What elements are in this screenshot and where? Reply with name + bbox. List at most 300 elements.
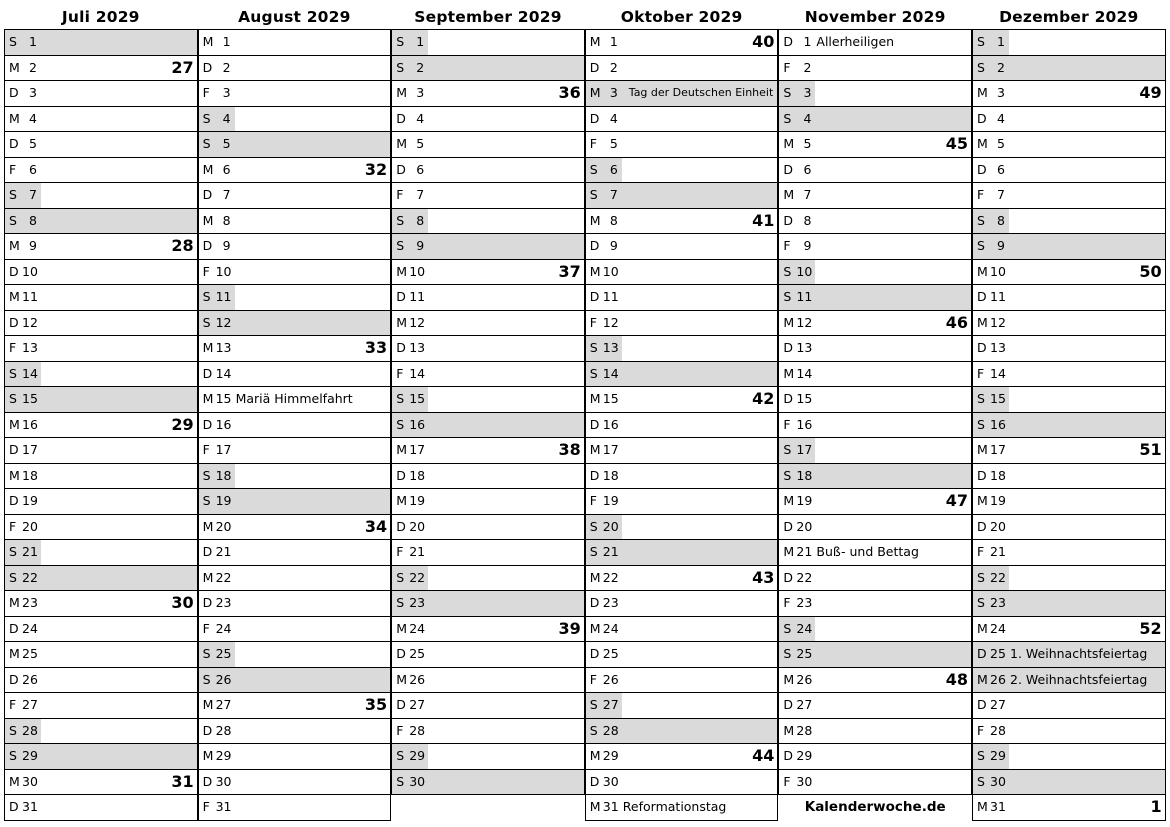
weekday-letter: D <box>396 646 406 661</box>
weekday-letter: D <box>589 773 600 789</box>
weekday-letter: S <box>396 595 405 610</box>
weekday-letter: F <box>9 518 17 534</box>
weekday-letter: M <box>9 773 20 789</box>
day-row <box>392 566 584 592</box>
day-number: 16 <box>409 416 426 432</box>
weekday-letter: S <box>202 289 211 304</box>
weekday-letter: M <box>396 442 407 457</box>
weekday-letter: M <box>396 620 407 636</box>
weekday-letter: D <box>589 467 600 483</box>
weekday-letter: D <box>396 340 406 355</box>
weekday-letter: S <box>9 722 17 738</box>
day-row <box>199 515 391 541</box>
weekday-letter: D <box>202 595 213 610</box>
day-row <box>5 693 197 719</box>
weekday-letter: M <box>396 493 407 508</box>
day-number: 10 <box>796 263 813 279</box>
day-row <box>392 489 584 515</box>
weekday-letter: M <box>589 263 601 279</box>
day-number: 26 <box>409 671 426 687</box>
day-row <box>973 107 1165 133</box>
day-number: 7 <box>29 187 37 202</box>
weekday-letter: M <box>977 799 988 814</box>
day-number: 21 <box>796 544 813 559</box>
day-number: 30 <box>22 773 38 789</box>
week-number: 29 <box>171 414 194 434</box>
day-row <box>5 489 197 515</box>
day-row <box>973 285 1165 311</box>
weekday-letter: F <box>783 595 791 610</box>
week-number: 35 <box>364 695 388 714</box>
day-row <box>779 642 971 668</box>
weekday-letter: M <box>9 238 20 253</box>
weekday-letter: D <box>783 697 794 712</box>
day-row <box>392 617 584 643</box>
weekday-letter: M <box>589 212 601 228</box>
week-number: 27 <box>171 57 194 77</box>
weekday-letter: D <box>783 748 794 763</box>
day-row <box>199 311 391 337</box>
day-number: 22 <box>990 569 1006 585</box>
weekday-letter: S <box>977 391 985 406</box>
day-list <box>778 29 972 795</box>
day-number: 5 <box>609 136 618 151</box>
weekday-letter: D <box>9 671 19 687</box>
weekday-letter: F <box>977 187 985 202</box>
day-number: 14 <box>22 365 38 381</box>
day-row <box>392 413 584 439</box>
week-number: 51 <box>1139 440 1162 459</box>
week-number: 41 <box>752 210 775 230</box>
day-row <box>586 515 778 541</box>
weekday-letter: S <box>202 110 211 126</box>
day-row <box>5 285 197 311</box>
day-row <box>392 336 584 362</box>
day-row <box>779 209 971 235</box>
day-number: 29 <box>409 748 426 763</box>
day-number: 7 <box>222 187 231 202</box>
day-number: 2 <box>416 59 425 75</box>
day-row <box>586 30 778 56</box>
month-title: November 2029 <box>804 8 946 26</box>
weekday-letter: M <box>202 569 214 585</box>
day-number: 19 <box>215 493 232 508</box>
weekday-letter: M <box>589 620 601 636</box>
day-number: 1 <box>609 34 618 49</box>
weekday-letter: S <box>396 212 405 228</box>
weekday-letter: F <box>9 161 17 177</box>
day-row <box>586 285 778 311</box>
day-row <box>779 566 971 592</box>
day-number: 13 <box>409 340 426 355</box>
week-number: 49 <box>1139 83 1162 102</box>
weekday-letter: F <box>589 314 597 330</box>
day-row <box>5 209 197 235</box>
day-row <box>5 617 197 643</box>
holiday-label: 2. Weihnachtsfeiertag <box>1010 671 1148 687</box>
day-number: 9 <box>609 238 618 253</box>
weekday-letter: D <box>202 416 213 432</box>
weekday-letter: S <box>977 212 985 228</box>
day-number: 4 <box>222 110 231 126</box>
day-row <box>973 234 1165 260</box>
holiday-label: Buß- und Bettag <box>816 544 919 559</box>
day-number: 2 <box>609 59 618 75</box>
day-number: 26 <box>215 671 232 687</box>
day-row <box>199 81 391 107</box>
day-row <box>5 387 197 413</box>
day-row <box>973 56 1165 82</box>
day-number: 27 <box>215 697 232 712</box>
day-number: 15 <box>409 391 426 406</box>
weekday-letter: M <box>589 391 601 406</box>
day-row <box>392 387 584 413</box>
day-row <box>5 362 197 388</box>
day-number: 7 <box>609 187 618 202</box>
day-row <box>392 158 584 184</box>
day-number: 6 <box>222 161 231 177</box>
day-number: 28 <box>990 722 1006 738</box>
day-number: 5 <box>222 136 231 151</box>
day-row <box>973 132 1165 158</box>
day-number: 25 <box>602 646 619 661</box>
month-title: Oktober 2029 <box>620 8 743 26</box>
day-row <box>5 260 197 286</box>
day-list <box>391 29 585 795</box>
week-number: 46 <box>945 312 968 332</box>
weekday-letter: M <box>202 340 214 355</box>
day-number: 1 <box>29 34 37 49</box>
month-title: August 2029 <box>238 8 351 26</box>
weekday-letter: D <box>589 110 600 126</box>
day-number: 31 <box>990 799 1006 814</box>
day-number: 15 <box>990 391 1006 406</box>
day-number: 13 <box>215 340 232 355</box>
day-number: 19 <box>602 493 619 508</box>
day-list <box>198 29 392 821</box>
day-row <box>5 719 197 745</box>
weekday-letter: S <box>977 238 985 253</box>
day-number: 3 <box>803 85 812 100</box>
day-number: 12 <box>409 314 426 330</box>
day-number: 19 <box>409 493 426 508</box>
weekday-letter: F <box>977 722 985 738</box>
weekday-letter: D <box>396 697 406 712</box>
day-row <box>392 183 584 209</box>
weekday-letter: D <box>9 620 19 636</box>
day-number: 17 <box>22 442 38 457</box>
weekday-letter: D <box>202 773 213 789</box>
day-row <box>199 770 391 796</box>
day-number: 8 <box>29 212 37 228</box>
day-row <box>199 693 391 719</box>
week-number: 36 <box>558 83 581 102</box>
day-row <box>973 438 1165 464</box>
day-number: 27 <box>990 697 1006 712</box>
weekday-letter: M <box>589 799 601 814</box>
day-number: 1 <box>997 34 1005 49</box>
weekday-letter: M <box>783 314 795 330</box>
weekday-letter: S <box>396 569 405 585</box>
day-number: 29 <box>215 748 232 763</box>
day-row <box>5 336 197 362</box>
day-number: 3 <box>997 85 1005 100</box>
weekday-letter: M <box>783 722 795 738</box>
day-row <box>392 515 584 541</box>
day-number: 24 <box>215 620 232 636</box>
day-number: 17 <box>602 442 619 457</box>
day-row <box>973 795 1165 821</box>
weekday-letter: S <box>9 391 17 406</box>
weekday-letter: D <box>977 110 987 126</box>
day-number: 28 <box>22 722 38 738</box>
weekday-letter: D <box>783 340 794 355</box>
weekday-letter: F <box>589 136 597 151</box>
day-number: 4 <box>29 110 37 126</box>
weekday-letter: D <box>9 136 19 151</box>
week-number: 32 <box>364 159 388 179</box>
day-row <box>5 770 197 796</box>
weekday-letter: F <box>783 773 791 789</box>
weekday-letter: D <box>9 314 19 330</box>
day-row <box>973 719 1165 745</box>
day-row <box>199 566 391 592</box>
weekday-letter: D <box>9 85 19 100</box>
day-row <box>586 744 778 770</box>
day-number: 6 <box>997 161 1005 177</box>
day-number: 25 <box>215 646 232 661</box>
day-row <box>779 30 971 56</box>
day-row <box>586 438 778 464</box>
day-row <box>779 387 971 413</box>
day-number: 3 <box>609 85 618 100</box>
day-number: 10 <box>602 263 619 279</box>
day-row <box>5 744 197 770</box>
day-number: 9 <box>416 238 425 253</box>
day-number: 9 <box>222 238 231 253</box>
weekday-letter: D <box>396 110 406 126</box>
day-row <box>199 591 391 617</box>
day-number: 16 <box>990 416 1006 432</box>
week-number: 50 <box>1139 261 1162 281</box>
weekday-letter: M <box>202 518 214 534</box>
day-row <box>199 30 391 56</box>
weekday-letter: S <box>589 722 598 738</box>
day-row <box>5 107 197 133</box>
day-row <box>199 795 391 821</box>
weekday-letter: S <box>202 467 211 483</box>
day-row <box>779 438 971 464</box>
day-row <box>199 413 391 439</box>
day-row <box>199 489 391 515</box>
day-row <box>973 311 1165 337</box>
weekday-letter: M <box>783 187 795 202</box>
month-column <box>198 5 392 821</box>
day-number: 27 <box>22 697 38 712</box>
weekday-letter: S <box>589 697 598 712</box>
day-row <box>392 285 584 311</box>
day-number: 30 <box>602 773 619 789</box>
day-number: 7 <box>997 187 1005 202</box>
day-number: 15 <box>602 391 619 406</box>
weekday-letter: S <box>783 467 792 483</box>
day-row <box>779 336 971 362</box>
day-row <box>199 668 391 694</box>
day-number: 12 <box>215 314 232 330</box>
day-row <box>586 642 778 668</box>
day-row <box>392 668 584 694</box>
day-row <box>586 132 778 158</box>
day-number: 21 <box>602 544 619 559</box>
day-number: 31 <box>602 799 619 814</box>
day-number: 16 <box>215 416 232 432</box>
weekday-letter: D <box>783 212 794 228</box>
day-row <box>973 260 1165 286</box>
day-number: 25 <box>409 646 426 661</box>
weekday-letter: M <box>977 671 988 687</box>
day-list <box>4 29 198 821</box>
day-row <box>392 438 584 464</box>
weekday-letter: S <box>977 569 985 585</box>
day-number: 31 <box>215 799 232 814</box>
weekday-letter: F <box>589 671 597 687</box>
day-row <box>199 438 391 464</box>
day-number: 10 <box>215 263 232 279</box>
day-row <box>779 489 971 515</box>
weekday-letter: S <box>589 187 598 202</box>
day-row <box>973 464 1165 490</box>
weekday-letter: S <box>977 34 985 49</box>
day-number: 17 <box>796 442 813 457</box>
day-row <box>392 56 584 82</box>
day-number: 29 <box>990 748 1006 763</box>
day-number: 21 <box>409 544 426 559</box>
week-number: 34 <box>364 516 388 536</box>
day-number: 7 <box>416 187 425 202</box>
day-row <box>392 770 584 796</box>
month-title: Dezember 2029 <box>999 8 1139 26</box>
day-number: 14 <box>409 365 426 381</box>
day-row <box>5 158 197 184</box>
day-number: 14 <box>990 365 1006 381</box>
day-number: 14 <box>796 365 813 381</box>
day-number: 12 <box>990 314 1006 330</box>
day-row <box>779 770 971 796</box>
weekday-letter: D <box>977 340 987 355</box>
week-number: 33 <box>364 338 388 357</box>
weekday-letter: S <box>202 136 211 151</box>
day-row <box>5 438 197 464</box>
weekday-letter: D <box>202 59 213 75</box>
day-number: 11 <box>796 289 813 304</box>
day-row <box>199 285 391 311</box>
weekday-letter: S <box>9 748 17 763</box>
day-number: 19 <box>990 493 1006 508</box>
day-row <box>199 56 391 82</box>
day-number: 1 <box>803 34 812 49</box>
day-row <box>779 719 971 745</box>
day-number: 25 <box>796 646 813 661</box>
month-column <box>778 5 972 815</box>
day-number: 4 <box>609 110 618 126</box>
day-number: 26 <box>796 671 813 687</box>
footer-brand: Kalenderwoche.de <box>804 799 946 815</box>
day-row <box>973 158 1165 184</box>
weekday-letter: S <box>9 34 17 49</box>
day-row <box>586 234 778 260</box>
day-row <box>973 591 1165 617</box>
day-row <box>779 591 971 617</box>
week-number: 1 <box>1150 797 1162 816</box>
weekday-letter: S <box>202 646 211 661</box>
day-number: 22 <box>22 569 38 585</box>
month-column <box>585 5 779 821</box>
day-number: 26 <box>22 671 38 687</box>
weekday-letter: S <box>396 416 405 432</box>
day-row <box>779 311 971 337</box>
weekday-letter: S <box>977 595 985 610</box>
day-number: 27 <box>796 697 813 712</box>
day-number: 18 <box>215 467 232 483</box>
day-number: 20 <box>602 518 619 534</box>
month-title: Juli 2029 <box>61 8 140 26</box>
weekday-letter: M <box>9 289 20 304</box>
day-row <box>392 132 584 158</box>
weekday-letter: S <box>977 416 985 432</box>
day-row <box>5 56 197 82</box>
day-number: 22 <box>215 569 232 585</box>
weekday-letter: D <box>589 238 600 253</box>
weekday-letter: F <box>396 544 404 559</box>
day-row <box>586 260 778 286</box>
weekday-letter: M <box>977 314 988 330</box>
weekday-letter: S <box>202 493 211 508</box>
day-row <box>973 387 1165 413</box>
year-calendar <box>4 5 1166 823</box>
holiday-label: Tag der Deutschen Einheit <box>628 86 774 99</box>
day-row <box>392 642 584 668</box>
weekday-letter: M <box>202 748 214 763</box>
day-number: 11 <box>215 289 232 304</box>
day-row <box>392 464 584 490</box>
day-row <box>5 464 197 490</box>
day-row <box>973 183 1165 209</box>
weekday-letter: S <box>977 773 985 789</box>
day-number: 8 <box>803 212 812 228</box>
weekday-letter: S <box>396 748 405 763</box>
day-number: 17 <box>409 442 426 457</box>
week-number: 43 <box>752 567 775 587</box>
weekday-letter: M <box>783 365 795 381</box>
day-row <box>5 30 197 56</box>
day-row <box>199 209 391 235</box>
day-row <box>199 464 391 490</box>
day-number: 10 <box>990 263 1006 279</box>
month-column <box>4 5 198 821</box>
day-number: 24 <box>602 620 619 636</box>
weekday-letter: F <box>396 365 404 381</box>
weekday-letter: D <box>202 365 213 381</box>
day-row <box>5 668 197 694</box>
weekday-letter: F <box>589 493 597 508</box>
day-number: 20 <box>215 518 232 534</box>
weekday-letter: D <box>977 467 987 483</box>
weekday-letter: D <box>9 493 19 508</box>
day-number: 8 <box>609 212 618 228</box>
day-row <box>392 540 584 566</box>
day-row <box>586 540 778 566</box>
day-number: 21 <box>990 544 1006 559</box>
